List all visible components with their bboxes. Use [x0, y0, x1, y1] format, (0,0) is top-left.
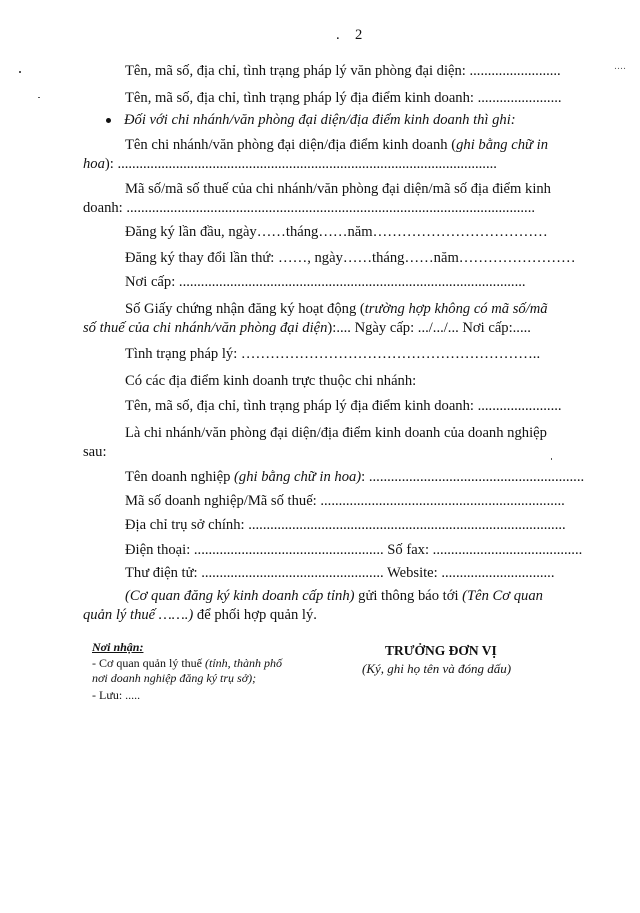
branch-name-line-2: hoa): ........................................................................................................	[83, 156, 497, 172]
scan-speck	[38, 97, 40, 98]
change-registration-line: Đăng ký thay đổi lần thứ: ……, ngày……tháng……năm……………………	[125, 250, 576, 266]
belongs-line-2: sau:	[83, 444, 107, 460]
company-code-line: Mã số doanh nghiệp/Mã số thuế: ...................................................................	[125, 493, 565, 509]
recipient-archive: - Lưu: .....	[92, 688, 141, 702]
certificate-line-1: Số Giấy chứng nhận đăng ký hoạt động (trường hợp không có mã số/mã	[125, 301, 548, 317]
has-locations-line: Có các địa điểm kinh doanh trực thuộc chi nhánh:	[125, 373, 417, 389]
representative-office-line: Tên, mã số, địa chỉ, tình trạng pháp lý văn phòng đại diện: .........................	[125, 63, 561, 79]
locations-detail-line: Tên, mã số, địa chỉ, tình trạng pháp lý địa điểm kinh doanh: .......................	[125, 398, 562, 414]
closing-line-1: (Cơ quan đăng ký kinh doanh cấp tỉnh) gửi thông báo tới (Tên Cơ quan	[125, 588, 543, 604]
email-website-line: Thư điện tử: .................................................. Website: ...............................	[125, 565, 555, 581]
margin-mark: ‥‥	[614, 61, 627, 71]
branch-name-line-1: Tên chi nhánh/văn phòng đại diện/địa điểm kinh doanh (ghi bằng chữ in	[125, 137, 548, 153]
tax-code-line-2: doanh: ................................................................................................................	[83, 200, 535, 216]
recipient-tax-authority: - Cơ quan quản lý thuế (tỉnh, thành phố	[92, 656, 282, 670]
certificate-line-2: số thuế của chi nhánh/văn phòng đại diện):.... Ngày cấp: .../.../... Nơi cấp:.....	[83, 320, 531, 336]
signer-note: (Ký, ghi họ tên và đóng dấu)	[362, 661, 512, 676]
company-name-line: Tên doanh nghiệp (ghi bằng chữ in hoa): ...........................................................	[125, 469, 585, 485]
scan-speck	[551, 458, 552, 460]
issued-place-line: Nơi cấp: ...............................................................................................	[125, 274, 526, 290]
recipients-label: Nơi nhận:	[92, 640, 144, 654]
page-number-dash: .	[336, 27, 340, 43]
closing-line-2: quản lý thuế …….) để phối hợp quản lý.	[83, 607, 317, 623]
belongs-line-1: Là chi nhánh/văn phòng đại diện/địa điểm kinh doanh của doanh nghiệp	[125, 425, 547, 441]
phone-fax-line: Điện thoại: .................................................... Số fax: .........................................	[125, 542, 583, 558]
section-heading: Đối với chi nhánh/văn phòng đại diện/địa điểm kinh doanh thì ghi:	[124, 112, 516, 128]
recipient-tax-authority-cont: nơi doanh nghiệp đăng ký trụ sở);	[92, 671, 257, 685]
business-location-line: Tên, mã số, địa chỉ, tình trạng pháp lý địa điểm kinh doanh: .......................	[125, 90, 562, 106]
scan-speck	[19, 71, 21, 73]
tax-code-line-1: Mã số/mã số thuế của chi nhánh/văn phòng đại diện/mã số địa điểm kinh	[125, 181, 551, 197]
page-number: 2	[355, 27, 363, 43]
bullet-icon	[106, 118, 111, 123]
legal-status-line: Tình trạng pháp lý: ……………………………………………………..	[125, 346, 541, 362]
signer-title: TRƯỞNG ĐƠN VỊ	[385, 643, 497, 658]
first-registration-line: Đăng ký lần đầu, ngày……tháng……năm………………………………	[125, 224, 548, 240]
head-office-line: Địa chỉ trụ sở chính: .......................................................................................	[125, 517, 566, 533]
